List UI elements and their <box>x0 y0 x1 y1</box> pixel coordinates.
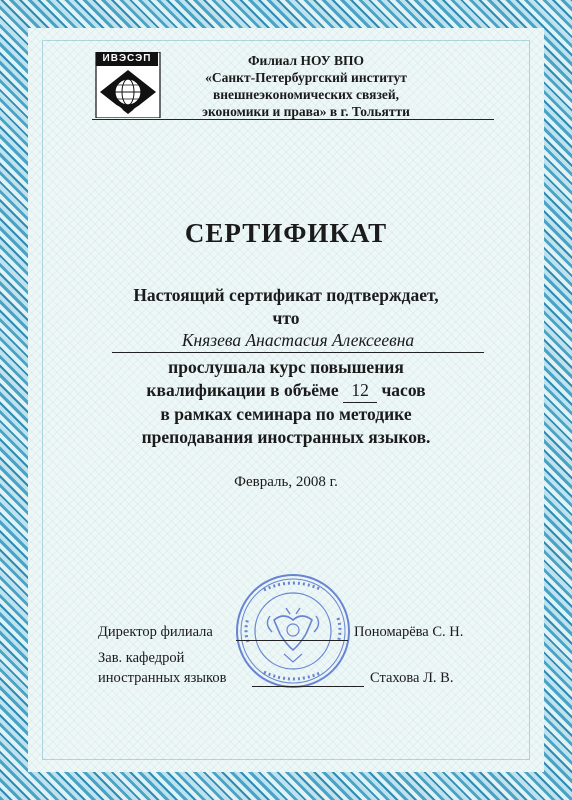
header-line-branch: Филиал НОУ ВПО <box>247 53 365 68</box>
director-signature-line <box>236 640 348 641</box>
header-divider <box>92 119 494 120</box>
course-line-1: прослушала курс повышения <box>168 357 404 377</box>
certificate-title: СЕРТИФИКАТ <box>184 218 388 248</box>
official-stamp-icon <box>234 572 352 690</box>
logo-label: ИВЭСЭП <box>96 52 158 66</box>
director-title: Директор филиала <box>98 624 213 640</box>
course-text <box>80 356 492 449</box>
director-name: Пономарёва С. Н. <box>354 624 464 640</box>
course-line-3: в рамках семинара по методике <box>160 404 412 424</box>
header-line-institute: «Санкт-Петербургский институт <box>205 70 407 85</box>
head-name: Стахова Л. В. <box>370 670 454 686</box>
header-line-city: экономики и права» в г. Тольятти <box>202 104 410 119</box>
head-title-line-1: Зав. кафедрой <box>98 650 185 666</box>
head-title-line-2: иностранных языков <box>98 670 227 686</box>
issue-date: Февраль, 2008 г. <box>234 474 338 490</box>
course-line-2 <box>80 379 492 403</box>
recipient-name: Князева Анастасия Алексеевна <box>112 328 484 353</box>
course-line-2-suffix: часов <box>381 380 426 400</box>
head-signature-line <box>252 686 364 687</box>
course-line-2-prefix: квалификации в объёме <box>146 380 339 400</box>
confirm-line-2: что <box>272 308 300 328</box>
confirm-line-1: Настоящий сертификат подтверждает, <box>133 285 439 305</box>
header-line-relations: внешнеэкономических связей, <box>212 87 400 102</box>
confirm-text <box>80 284 492 330</box>
course-line-4: преподавания иностранных языков. <box>141 427 431 447</box>
institute-header <box>170 52 442 120</box>
hours-value: 12 <box>343 379 377 403</box>
